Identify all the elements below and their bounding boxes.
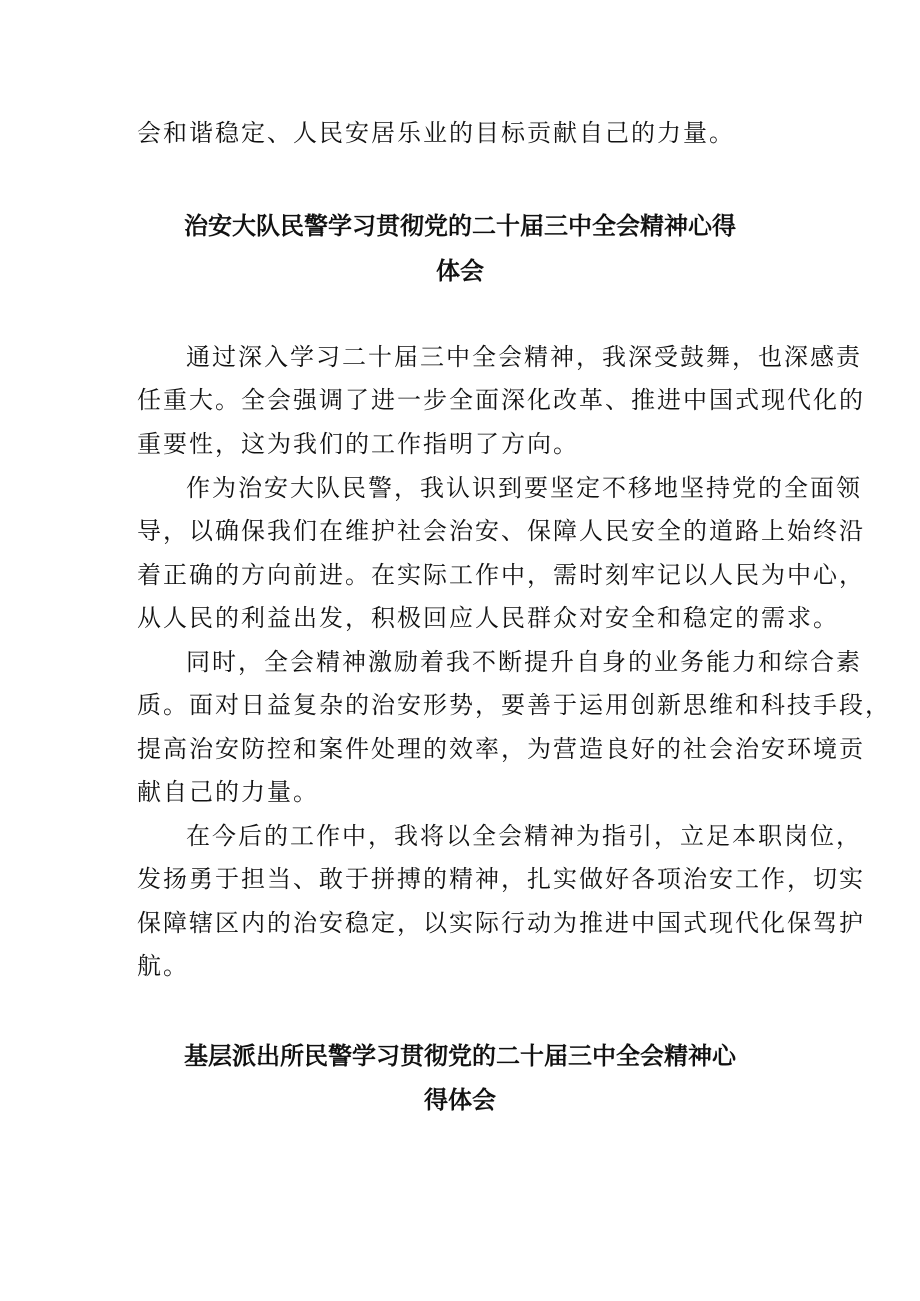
article1-p3-line2: 质。面对日益复杂的治安形势，要善于运用创新思维和科技手段， (137, 691, 891, 719)
article2-title-line1: 基层派出所民警学习贯彻党的二十届三中全会精神心 (184, 1042, 736, 1070)
article1-p2-line2: 导，以确保我们在维护社会治安、保障人民安全的道路上始终沿 (137, 517, 865, 545)
article1-p1-line2: 任重大。全会强调了进一步全面深化改革、推进中国式现代化的 (137, 386, 865, 414)
article1-p2-line3: 着正确的方向前进。在实际工作中，需时刻牢记以人民为中心， (137, 561, 865, 589)
article1-p2-line1: 作为治安大队民警，我认识到要坚定不移地坚持党的全面领 (186, 474, 862, 502)
article2-title-line2: 得体会 (424, 1086, 496, 1114)
article1-p4-line4: 航。 (137, 952, 189, 980)
intro-text-line: 会和谐稳定、人民安居乐业的目标贡献自己的力量。 (137, 119, 735, 147)
article1-p3-line3: 提高治安防控和案件处理的效率，为营造良好的社会治安环境贡 (137, 735, 865, 763)
article1-p1-line3: 重要性，这为我们的工作指明了方向。 (137, 430, 579, 458)
article1-p4-line2: 发扬勇于担当、敢于拼搏的精神，扎实做好各项治安工作，切实 (137, 865, 865, 893)
article1-p1-line1: 通过深入学习二十届三中全会精神，我深受鼓舞，也深感责 (186, 343, 862, 371)
article1-title-line1: 治安大队民警学习贯彻党的二十届三中全会精神心得 (184, 212, 736, 240)
article1-p2-line4: 从人民的利益出发，积极回应人民群众对安全和稳定的需求。 (137, 604, 839, 632)
article1-title-line2: 体会 (436, 257, 484, 285)
article1-p3-line1: 同时，全会精神激励着我不断提升自身的业务能力和综合素 (186, 648, 862, 676)
article1-p4-line1: 在今后的工作中，我将以全会精神为指引，立足本职岗位， (186, 822, 862, 850)
article1-p4-line3: 保障辖区内的治安稳定，以实际行动为推进中国式现代化保驾护 (137, 909, 865, 937)
article1-p3-line4: 献自己的力量。 (137, 778, 319, 806)
